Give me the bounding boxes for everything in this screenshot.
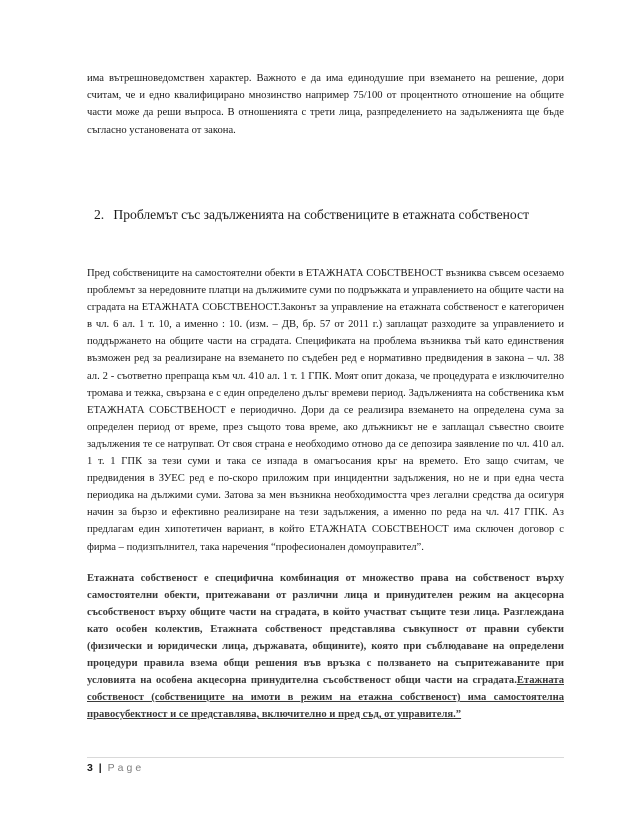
section-heading xyxy=(94,207,574,223)
footer-divider xyxy=(87,757,564,758)
main-paragraph: Пред собствениците на самостоятелни обекти в ЕТАЖНАТА СОБСТВЕНОСТ възниква съвсем осезаемо проблемът за нередовните платци на дължимите суми по подръжката и управлението на общите части на сградата на ЕТАЖНАТА СОБСТВЕНОСТ.Законът за управление на етажната собственост е категоричен в чл. 6 ал. 1 т. 10, а именно : 10. (изм. – ДВ, бр. 57 от 2011 г.) заплащат разходите за управлението и поддържането на общите части на сградата. Спецификата на проблема възниква тъй като единствения възможен ред за реализиране на вземането по съдебен ред е нормативно предвидения в закона – чл. 38 ал. 2 - съответно препраща към чл. 410 ал. 1 т. 1 ГПК. Моят опит доказа, че процедурата е изключително тромава и тежка, свързана е с един определено дълъг времеви период. Задълженията на собственика към ЕТАЖНАТА СОБСТВЕНОСТ е периодично. Дори да се реализира вземането на определена сума за определен период от време, през същото това време, ако длъжникът не е заплащал съвестно своите задължения те се натрупват. От своя страна е необходимо отново да се депозира заявление по чл. 410 ал. 1 т. 1 ГПК за тези суми и така се изпада в омагъосания кръг на времето. Ето защо считам, че предвидения в ЗУЕС ред е по-скоро приложим при инцидентни задължения, но не и при една честа периодика на дължими суми. Затова за мен възникна необходимостта чрез легални средства да осигуря начин за бързо и ефективно реализиране на тези задължения, а именно по реда на чл. 417 ГПК. Аз предлагам един хипотетичен вариант, в който ЕТАЖНАТА СОБСТВЕНОСТ има сключен договор с фирма – подизпълнител, така наречения “професионален домоуправител”. xyxy=(87,268,564,553)
bold-paragraph-text: Етажната собственост е специфична комбинация от множество права на собственост върху самостоятелни обекти, притежавани от различни лица и принудителен режим на акцесорна съсобственост върху общите части на сградата, в който участват същите тези лица. Разглеждана като особен колектив, Етажната собственост представлява съвкупност от правни субекти (физически и юридически лица, държавата, общините), която при съблюдаване на определени процедури правила взема общи решения във връзка с ползването на съпритежаваните при условията на особена акцесорна принудителна съсобственост общи части на сградата. xyxy=(87,573,564,686)
page-footer xyxy=(87,762,144,774)
intro-paragraph: има вътрешноведомствен характер. Важното е да има единодушие при вземането на решение, дори считам, че и едно квалифицирано мнозинство например 75/100 от процентното отношение на общите части може да реши въпроса. В отношенията с трети лица, разпределението на задълженията ще бъде съгласно установената от закона. xyxy=(87,73,564,136)
page-number: 3 xyxy=(87,762,93,774)
bold-paragraph xyxy=(87,570,564,723)
section-heading-number: 2. xyxy=(94,207,105,222)
intro-block xyxy=(87,70,564,139)
page-label: Page xyxy=(107,762,145,774)
section-heading-text: Проблемът със задълженията на собствениците в етажната собственост xyxy=(113,207,530,222)
footer-separator: | xyxy=(98,762,102,774)
bold-underlined-text: Етажната собственост (собствениците на имоти в режим на етажна собственост) има самостоятелна правосубектност и се представлява, включително и пред съд, от управителя.” xyxy=(87,675,564,720)
